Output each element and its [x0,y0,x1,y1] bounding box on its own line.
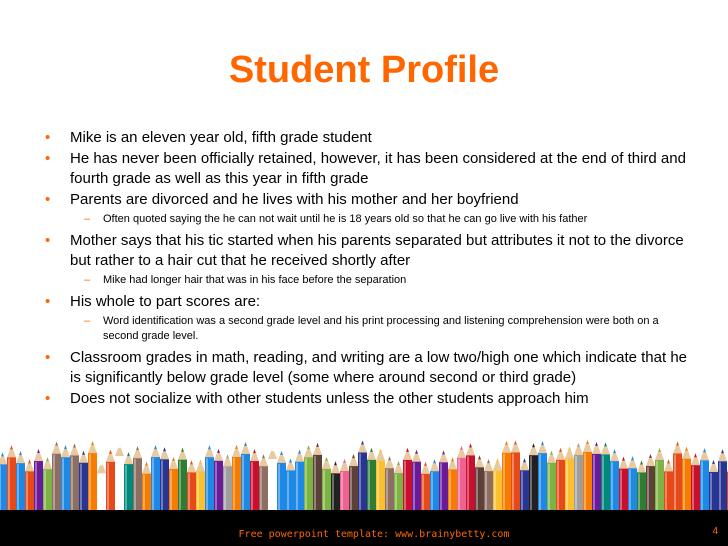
pencil [61,445,70,510]
sub-bullet-text: Often quoted saying the he can not wait until he is 18 years old so that he can go live with his father [103,213,588,225]
pencil [304,445,313,510]
pencil [457,446,466,510]
sub-bullet-item [0,212,728,227]
pencil [88,441,97,510]
page-number: 4 [712,526,718,537]
pencil [718,449,727,510]
pencil [268,447,277,510]
bullet-text: His whole to part scores are: [70,293,261,310]
bullet-item [0,190,728,210]
pencil [358,441,367,510]
pencil [178,448,187,510]
bullet-icon: • [45,349,51,366]
pencil [574,443,583,510]
pencil [133,446,142,510]
dash-icon: – [84,274,91,286]
pencil [520,458,529,510]
bullet-icon: • [45,129,51,146]
pencil [367,448,376,510]
pencil [439,450,448,510]
pencil [691,453,700,510]
pencil [313,443,322,510]
pencil [196,459,205,510]
pencil [430,459,439,510]
pencil [79,451,88,510]
pencil [394,461,403,510]
sub-bullet-item [0,273,728,288]
pencil [70,443,79,510]
bullet-item [0,128,728,148]
pencil [682,447,691,510]
pencil [142,462,151,510]
pencil [286,458,295,510]
pencil [25,459,34,510]
pencil [97,461,106,510]
pencil [124,452,133,510]
footer-bar [0,510,728,546]
pencil [259,454,268,510]
pencil [16,451,25,510]
pencil [484,459,493,510]
pencil [583,440,592,510]
pencil [619,457,628,510]
pencil [646,454,655,510]
pencil [637,460,646,510]
bullet-text: Mother says that his tic started when his parents separated but attributes it not to the divorce but rather to a hair cut that he received shortly after [70,232,684,269]
pencil [502,441,511,510]
pencil [241,442,250,510]
pencil [349,454,358,510]
footer-link[interactable]: Free powerpoint template: www.brainybetty.com [238,529,510,540]
pencil [106,450,115,510]
pencil [52,442,61,510]
pencil [475,455,484,510]
sub-bullet-text: Word identification was a second grade level and his print processing and listening comprehension were both on a second grade level. [103,315,659,342]
bullet-item [0,149,728,189]
colored-pencils-decoration [0,438,728,510]
pencil [556,448,565,510]
pencil [7,445,16,510]
bullet-text: Does not socialize with other students unless the other students approach him [70,390,589,407]
pencil [493,458,502,510]
pencil [331,461,340,510]
pencil [205,445,214,510]
pencil [448,457,457,510]
pencil [601,442,610,510]
pencil [412,450,421,510]
bullet-item [0,348,728,388]
pencil [592,442,601,510]
sub-bullet-item [0,314,728,344]
pencil [322,457,331,510]
pencil [565,447,574,510]
bullet-text: He has never been officially retained, however, it has been considered at the end of third and fourth grade as well as this year in fifth grade [70,150,686,187]
pencil [673,442,682,510]
pencil [529,443,538,510]
pencil [295,450,304,510]
pencil [277,451,286,510]
bullet-icon: • [45,150,51,167]
pencil [34,449,43,510]
pencil [151,445,160,510]
pencil [403,448,412,510]
pencil [709,460,718,510]
pencil [376,449,385,510]
dash-icon: – [84,213,91,225]
bullet-text: Parents are divorced and he lives with his mother and her boyfriend [70,191,519,208]
pencil [187,460,196,510]
pencil [385,456,394,510]
pencil [655,448,664,510]
bullet-item [0,389,728,409]
dash-icon: – [84,315,91,327]
bullet-icon: • [45,232,51,249]
pencil [214,449,223,510]
pencil [466,443,475,510]
pencil [223,454,232,510]
bullet-icon: • [45,191,51,208]
pencil [160,447,169,510]
pencil [169,457,178,510]
pencil [115,444,124,510]
pencil [43,457,52,510]
pencil [628,456,637,510]
bullet-item [0,231,728,271]
sub-bullet-text: Mike had longer hair that was in his face before the separation [103,274,407,286]
pencil [421,462,430,510]
pencil [547,451,556,510]
pencil [511,440,520,510]
pencil [340,459,349,510]
pencil [610,449,619,510]
bullet-list [0,128,728,410]
bullet-icon: • [45,390,51,407]
slide-title: Student Profile [228,49,500,91]
pencil [700,448,709,510]
pencil [232,445,241,510]
pencil [0,452,7,510]
bullet-text: Mike is an eleven year old, fifth grade student [70,129,372,146]
bullet-text: Classroom grades in math, reading, and writing are a low two/high one which indicate that he is significantly below grade level (some where around second or third grade) [70,349,688,386]
pencil [664,459,673,510]
pencil [250,449,259,510]
bullet-item [0,292,728,312]
bullet-icon: • [45,293,51,310]
pencil [538,441,547,510]
